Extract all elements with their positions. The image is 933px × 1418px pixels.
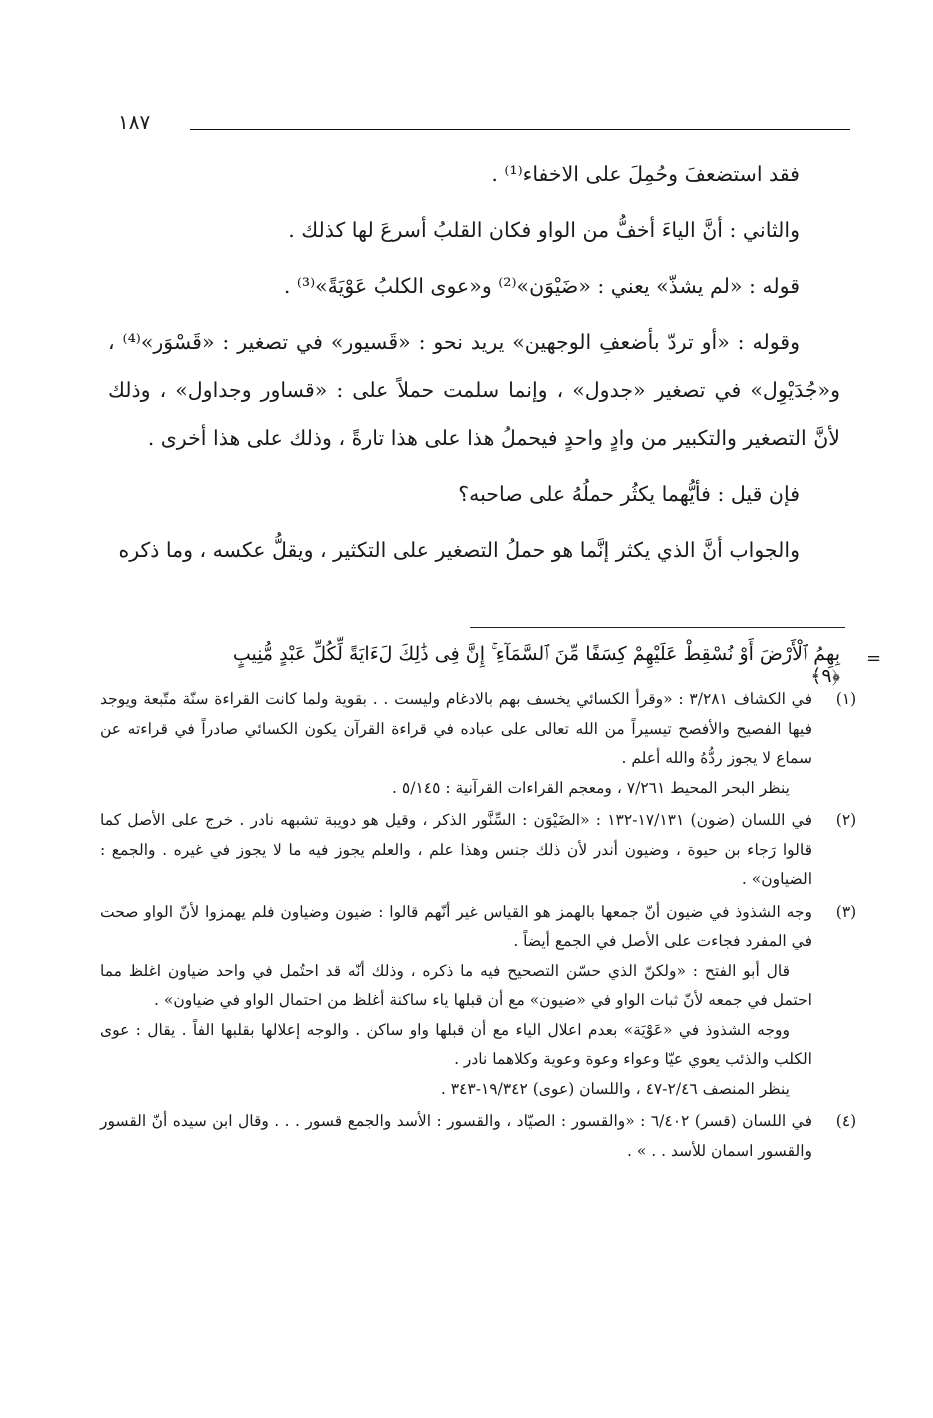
main-paragraph-2: والثاني : أنَّ الياءَ أخفُّ من الواو فكان القلبُ أسرعَ لها كذلك . bbox=[288, 218, 800, 242]
main-paragraph-5: فإن قيل : فأيُّهما يكثُر حملُهُ على صاحبه؟ bbox=[458, 482, 800, 506]
footnote-text: قال أبو الفتح : «ولكنّ الذي حسّن التصحيح فيه ما ذكره ، وذلك أنّه قد احتُمل في واحد ضياون اغلظ مما احتمل في جمعه لأنّ ثبات الواو في «ضيون» مع أن قبلها ياء ساكنة أغلظ من احتمال الواو في ضياون» . bbox=[100, 961, 812, 1009]
footnote-2 bbox=[100, 806, 870, 895]
footnote-text: ووجه الشذوذ في «عَوْيَة» بعدم اعلال الياء مع أن قبلها واو ساكن . والوجه إعلالها بقلبها الفاً . يقال : عوى الكلب والذئب يعوي عيّا وعواء وعوة وعوية وكلاهما نادر . bbox=[100, 1020, 812, 1068]
main-paragraph-1: فقد استضعفَ وحُمِلَ على الاخفاء⁽¹⁾ . bbox=[491, 162, 800, 186]
footnote-number: (١) bbox=[835, 690, 857, 708]
footnote-number: (٣) bbox=[835, 902, 857, 921]
footnote-text: ينظر البحر المحيط ٧/٢٦١ ، ومعجم القراءات القرآنية : ٥/١٤٥ . bbox=[392, 778, 790, 797]
footnote-text: وجه الشذوذ في ضيون أنّ جمعها بالهمز هو القياس غير أنّهم قالوا : ضيون وضياون فلم يهمزوا لأنّ الواو صحت في المفرد فجاءت على الأصل في الجمع أيضاً . bbox=[100, 902, 812, 950]
footnote-text: في الكشاف ٣/٢٨١ : «وقرأ الكسائي يخسف بهم بالادغام وليست . . بقوية ولما كانت القراءة سنّة متّبعة ويوجد فيها الفصيح والأفصح تيسيراً من الله تعالى على عباده في قراءة القرآن يكون الكسائي صادراً في قراءته عن سماع لا يجوز ردُّهُ والله أعلم . bbox=[100, 690, 813, 767]
page-number: ١٨٧ bbox=[118, 110, 151, 134]
footnote-rule bbox=[470, 627, 845, 628]
continuation-mark: = bbox=[866, 648, 882, 669]
footnote-1 bbox=[100, 685, 870, 803]
main-paragraph-4: وقوله : «أو تردّ بأضعفِ الوجهين» يريد نحو : «قَسيور» في تصغير : «قَسْوَر»⁽⁴⁾ ، و«جُدَيْوِل» في تصغير «جدول» ، وإنما سلمت حملاً على : «قساور وجداول» ، وذلك لأنَّ التصغير والتكبير من وادٍ واحدٍ فيحملُ هذا على هذا تارةً ، وذلك على هذا أخرى . bbox=[108, 330, 840, 450]
header-rule bbox=[190, 129, 850, 130]
footnote-text: ينظر المنصف ٢/٤٦-٤٧ ، واللسان (عوى) ١٩/٣٤٢-٣٤٣ . bbox=[440, 1079, 790, 1098]
quran-verse-continuation: بِهِمُ ٱلْأَرْضَ أَوْ نُسْقِطْ عَلَيْهِمْ كِسَفًا مِّنَ ٱلسَّمَآءِ ۚ إِنَّ فِى ذَٰلِكَ لَءَايَةً لِّكُلِّ عَبْدٍ مُّنِيبٍ ﴿٩﴾ bbox=[232, 643, 840, 687]
footnote-text: في اللسان (قسر) ٦/٤٠٢ : «والقسور : الصيّاد ، والقسور : الأسد والجمع قسور . . . وقال ابن سيده أنّ القسور والقسور اسمان للأسد . . » . bbox=[100, 1112, 812, 1160]
footnote-number: (٤) bbox=[835, 1112, 857, 1130]
footnotes bbox=[100, 685, 870, 1169]
main-paragraph-3: قوله : «لم يشذّ» يعني : «ضَيْوَن»⁽²⁾ و«عوى الكلبُ عَوْيَةً»⁽³⁾ . bbox=[283, 274, 800, 298]
footnote-3 bbox=[100, 898, 870, 1105]
footnote-text: في اللسان (ضون) ١٧/١٣١-١٣٢ : «الضَيْوَن : السِّنَّور الذكر ، وقيل هو دويبة تشبهه نادر . خرج على الأصل كما قالوا رَجاء بن حيوة ، وضيون أندر لأن ذلك جنس وهذا علم ، والعلم يجوز فيه ما لا يجوز في غيره . والجمع : الضياون» . bbox=[100, 811, 812, 888]
main-paragraph-6: والجواب أنَّ الذي يكثر إنَّما هو حملُ التصغير على التكثير ، ويقلُّ عكسه ، وما ذكره bbox=[118, 538, 800, 562]
footnote-4 bbox=[100, 1107, 870, 1166]
footnote-number: (٢) bbox=[835, 811, 857, 829]
main-text bbox=[108, 150, 840, 582]
